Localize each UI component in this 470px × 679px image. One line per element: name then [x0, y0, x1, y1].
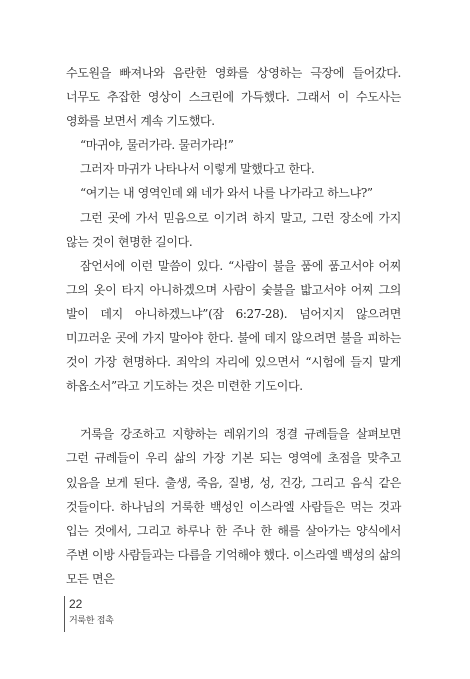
section-1 [66, 61, 401, 398]
paragraph: “마귀야, 물러가라. 물러가라!” [80, 138, 234, 153]
page-number: 22 [69, 597, 83, 611]
section-2 [66, 422, 401, 591]
paragraph: “여기는 내 영역인데 왜 네가 와서 나를 나가라고 하느냐?” [80, 186, 373, 201]
paragraph: 잠언서에 이런 말씀이 있다. “사람이 불을 품에 품고서야 어찌 그의 옷이 타지 아니하겠으며 사람이 숯불을 밟고서야 어찌 그의 발이 데지 아니하겠느냐”(잠 6:27-28). 넘어지지 않으려면 미끄러운 곳에 가지 말아야 한다. 불에 데지 않으려면 불을 피하는 것이 가장 현명하다. 죄악의 자리에 있으면서 “시험에 들지 말게 하옵소서”라고 기도하는 것은 미련한 기도이다. [66, 258, 401, 394]
paragraph: 그런 곳에 가서 믿음으로 이기려 하지 말고, 그런 장소에 가지 않는 것이 현명한 길이다. [66, 210, 401, 249]
body-text [66, 61, 401, 591]
running-title: 거룩한 접촉 [69, 616, 114, 626]
paragraph: 그러자 마귀가 나타나서 이렇게 말했다고 한다. [80, 162, 315, 177]
paragraph: 수도원을 빠져나와 음란한 영화를 상영하는 극장에 들어갔다. 너무도 추잡한 영상이 스크린에 가득했다. 그래서 이 수도사는 영화를 보면서 계속 기도했다. [66, 66, 401, 129]
section-break [66, 398, 401, 422]
page-footer [64, 596, 114, 632]
paragraph: 거룩을 강조하고 지향하는 레위기의 정결 규례들을 살펴보면 그런 규례들이 우리 삶의 가장 기본 되는 영역에 초점을 맞추고 있음을 보게 된다. 출생, 죽음, 질병, 성, 건강, 그리고 음식 같은 것들이다. 하나님의 거룩한 백성인 이스라엘 사람들은 먹는 것과 입는 것에서, 그리고 하루나 한 주나 한 해를 살아가는 양식에서 주변 이방 사람들과는 다름을 기억해야 했다. 이스라엘 백성의 삶의 모든 면은 [66, 427, 401, 586]
